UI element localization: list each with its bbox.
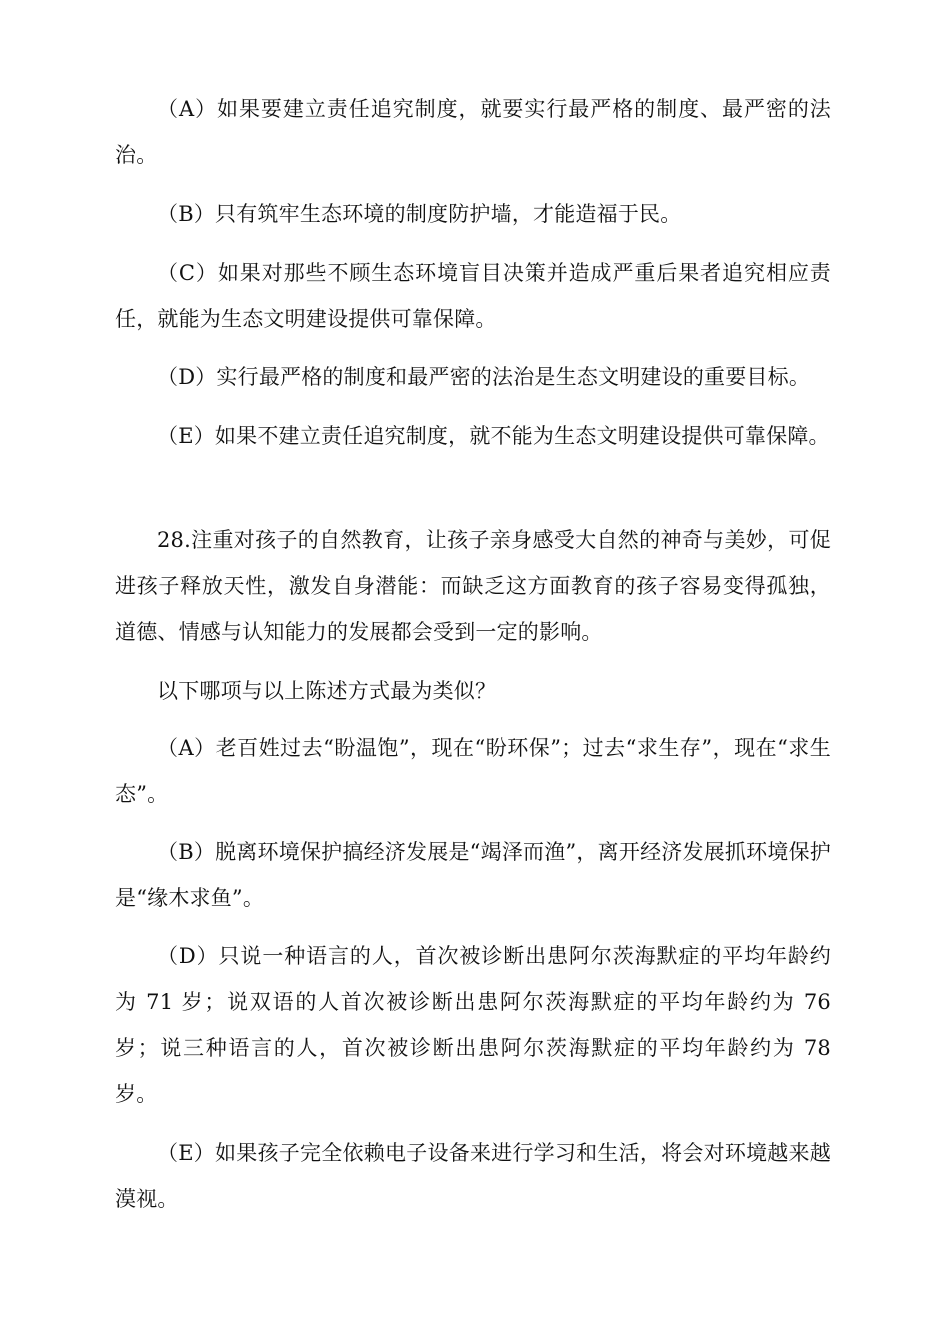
q27-option-d: （D）实行最严格的制度和最严密的法治是生态文明建设的重要目标。 [157,365,811,389]
q27-option-e: （E）如果不建立责任追究制度，就不能为生态文明建设提供可靠保障。 [157,424,830,448]
q28-question: 以下哪项与以上陈述方式最为类似？ [157,679,497,703]
q27-option-b: （B）只有筑牢生态环境的制度防护墙，才能造福于民。 [157,202,682,226]
q27-option-a: （A）如果要建立责任追究制度，就要实行最严格的制度、最严密的法治。 [115,97,831,167]
q28-option-d: （D）只说一种语言的人，首次被诊断出患阿尔茨海默症的平均年龄约为 71 岁；说双语的人首次被诊断出患阿尔茨海默症的平均年龄约为 76 岁；说三种语言的人，首次被诊断出患阿尔茨海默症的平均年龄约为 78 岁。 [115,944,831,1106]
q28-option-b: （B）脱离环境保护搞经济发展是“竭泽而渔”，离开经济发展抓环境保护是“缘木求鱼”。 [115,840,831,910]
q28-option-a: （A）老百姓过去“盼温饱”，现在“盼环保”；过去“求生存”，现在“求生态”。 [115,736,831,806]
q28-stem: 28.注重对孩子的自然教育，让孩子亲身感受大自然的神奇与美妙，可促进孩子释放天性，激发自身潜能：而缺乏这方面教育的孩子容易变得孤独，道德、情感与认知能力的发展都会受到一定的影响。 [115,528,831,644]
q28-option-e: （E）如果孩子完全依赖电子设备来进行学习和生活，将会对环境越来越漠视。 [115,1141,831,1211]
q27-option-c: （C）如果对那些不顾生态环境盲目决策并造成严重后果者追究相应责任，就能为生态文明建设提供可靠保障。 [115,261,831,331]
